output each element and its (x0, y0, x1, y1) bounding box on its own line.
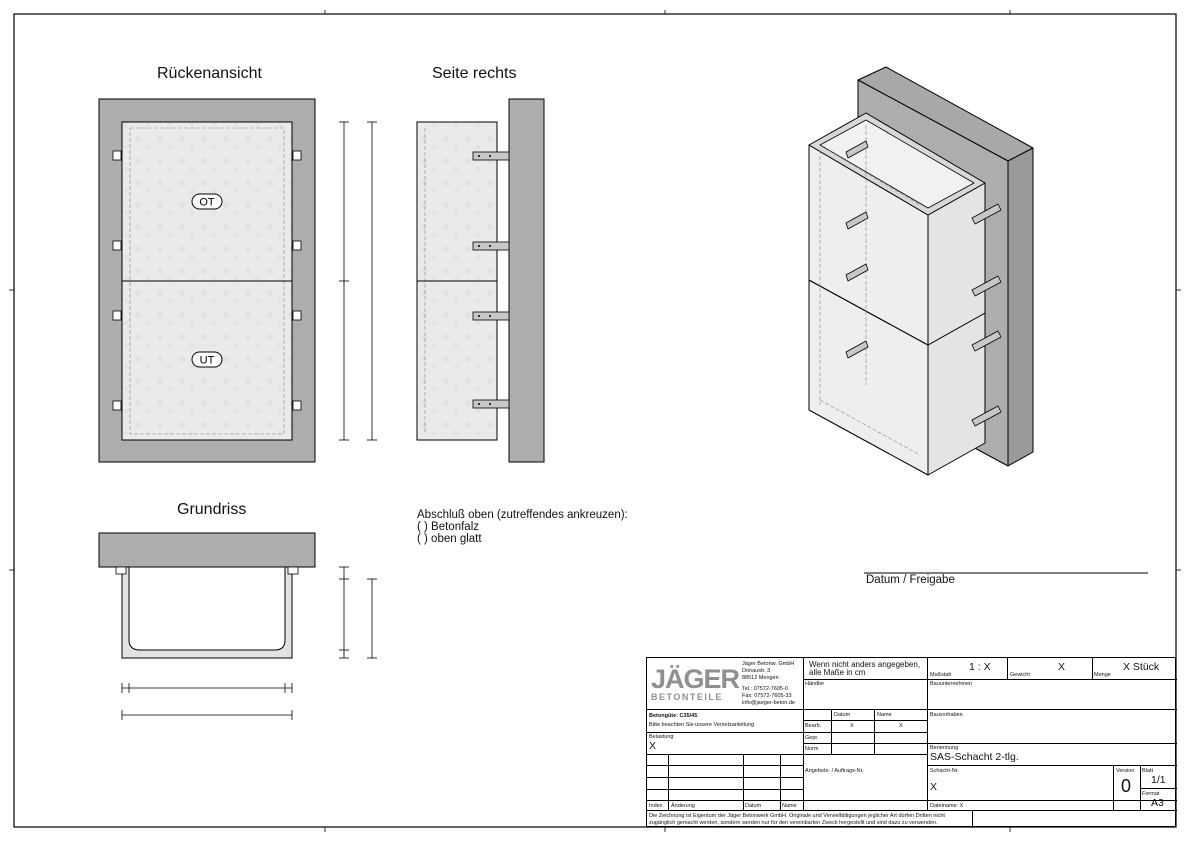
massstab-value: 1 : X (969, 661, 991, 673)
closure-heading: Abschluß oben (zutreffendes ankreuzen): (417, 509, 628, 521)
angebots-label: Angebots- / Auftrags-Nr. (805, 768, 864, 774)
dateiname-label: Dateiname: X (930, 803, 964, 809)
dimension-note-2: alle Maße in cm (809, 668, 866, 677)
plan-view-title: Grundriss (177, 501, 247, 518)
dimension-note-1: Wenn nicht anders angegeben, (809, 660, 921, 669)
company-logo: JÄGER (651, 664, 740, 694)
side-view-title: Seite rechts (432, 65, 517, 82)
benennung-label: Benennung (930, 745, 959, 751)
company-city: 88512 Mengen (742, 675, 779, 681)
approval-label: Datum / Freigabe (866, 574, 955, 586)
company-fax: Fax: 07572-7605-33 (742, 693, 792, 699)
gewicht-label: Gewicht (1010, 672, 1030, 678)
benennung-value: SAS-Schacht 2-tlg. (930, 751, 1019, 763)
plan-view-drawing (99, 533, 377, 720)
belastung-value: X (649, 740, 657, 752)
blatt-label: Blatt (1142, 768, 1154, 774)
bearb-datum: X (850, 723, 854, 729)
version-label: Version (1116, 768, 1135, 774)
massstab-label: Maßstab (930, 672, 952, 678)
schacht-nr-label: Schacht-Nr. (930, 768, 959, 774)
menge-label: Menge (1094, 672, 1111, 678)
gepr-label: Gepr. (805, 735, 819, 741)
name-header: Name (877, 712, 892, 718)
back-view-dimensions (339, 122, 377, 440)
index-label: Index (649, 803, 663, 809)
company-street: Donaustr. 3 (742, 668, 771, 674)
ut-marker: UT (199, 354, 215, 367)
belastung-label: Belastung (649, 734, 674, 740)
haendler-label: Händler (805, 681, 825, 687)
company-logo-sub: BETONTEILE (651, 692, 723, 702)
copyright-line-2: zugänglich gemacht werden, sondern werden nur für den vereinbarten Zweck hergestellt und sind dazu zu verwenden. (649, 820, 938, 826)
title-block (646, 657, 1176, 827)
closure-option-oben-glatt: ( ) oben glatt (417, 533, 482, 545)
side-view-drawing (417, 99, 544, 462)
versetzanleitung-note: Bitte beachten Sie unsere Versetzanleitung (649, 722, 755, 728)
ot-marker: OT (199, 196, 215, 209)
copyright-line-1: Die Zeichnung ist Eigentum der Jäger Betonwerk GmbH. Originale und Vervielfältigungen jeglicher Art dürfen Dritten nicht (649, 813, 945, 819)
closure-option-betonfalz: ( ) Betonfalz (417, 521, 479, 533)
schacht-nr-value: X (930, 781, 938, 793)
format-label: Format (1142, 791, 1160, 797)
company-phone: Tel.: 07572-7605-0 (742, 686, 788, 692)
back-view-drawing (99, 99, 377, 462)
bearb-name: X (899, 723, 903, 729)
revision-name-label: Name (782, 803, 797, 809)
company-name: Jäger Betonw. GmbH (742, 661, 795, 667)
norm-label: Norm (805, 746, 819, 752)
gewicht-value: X (1058, 661, 1066, 673)
aenderung-label: Änderung (671, 803, 695, 809)
bauunternehmen-label: Bauunternehmen (930, 681, 973, 687)
format-value: A3 (1151, 797, 1164, 809)
plan-view-dimensions (122, 567, 377, 720)
datum-header: Datum (834, 712, 851, 718)
revision-datum-label: Datum (745, 803, 762, 809)
back-view-title: Rückenansicht (157, 65, 262, 82)
bauvorhaben-label: Bauvorhaben (930, 712, 963, 718)
version-value: 0 (1121, 776, 1132, 796)
isometric-drawing (809, 67, 1033, 475)
betonguete: Betongüte: C35/45 (649, 713, 698, 719)
bearb-label: Bearb. (805, 723, 822, 729)
company-email: info@jaeger-beton.de (742, 700, 795, 706)
blatt-value: 1/1 (1151, 774, 1166, 786)
menge-value: X Stück (1123, 661, 1160, 673)
